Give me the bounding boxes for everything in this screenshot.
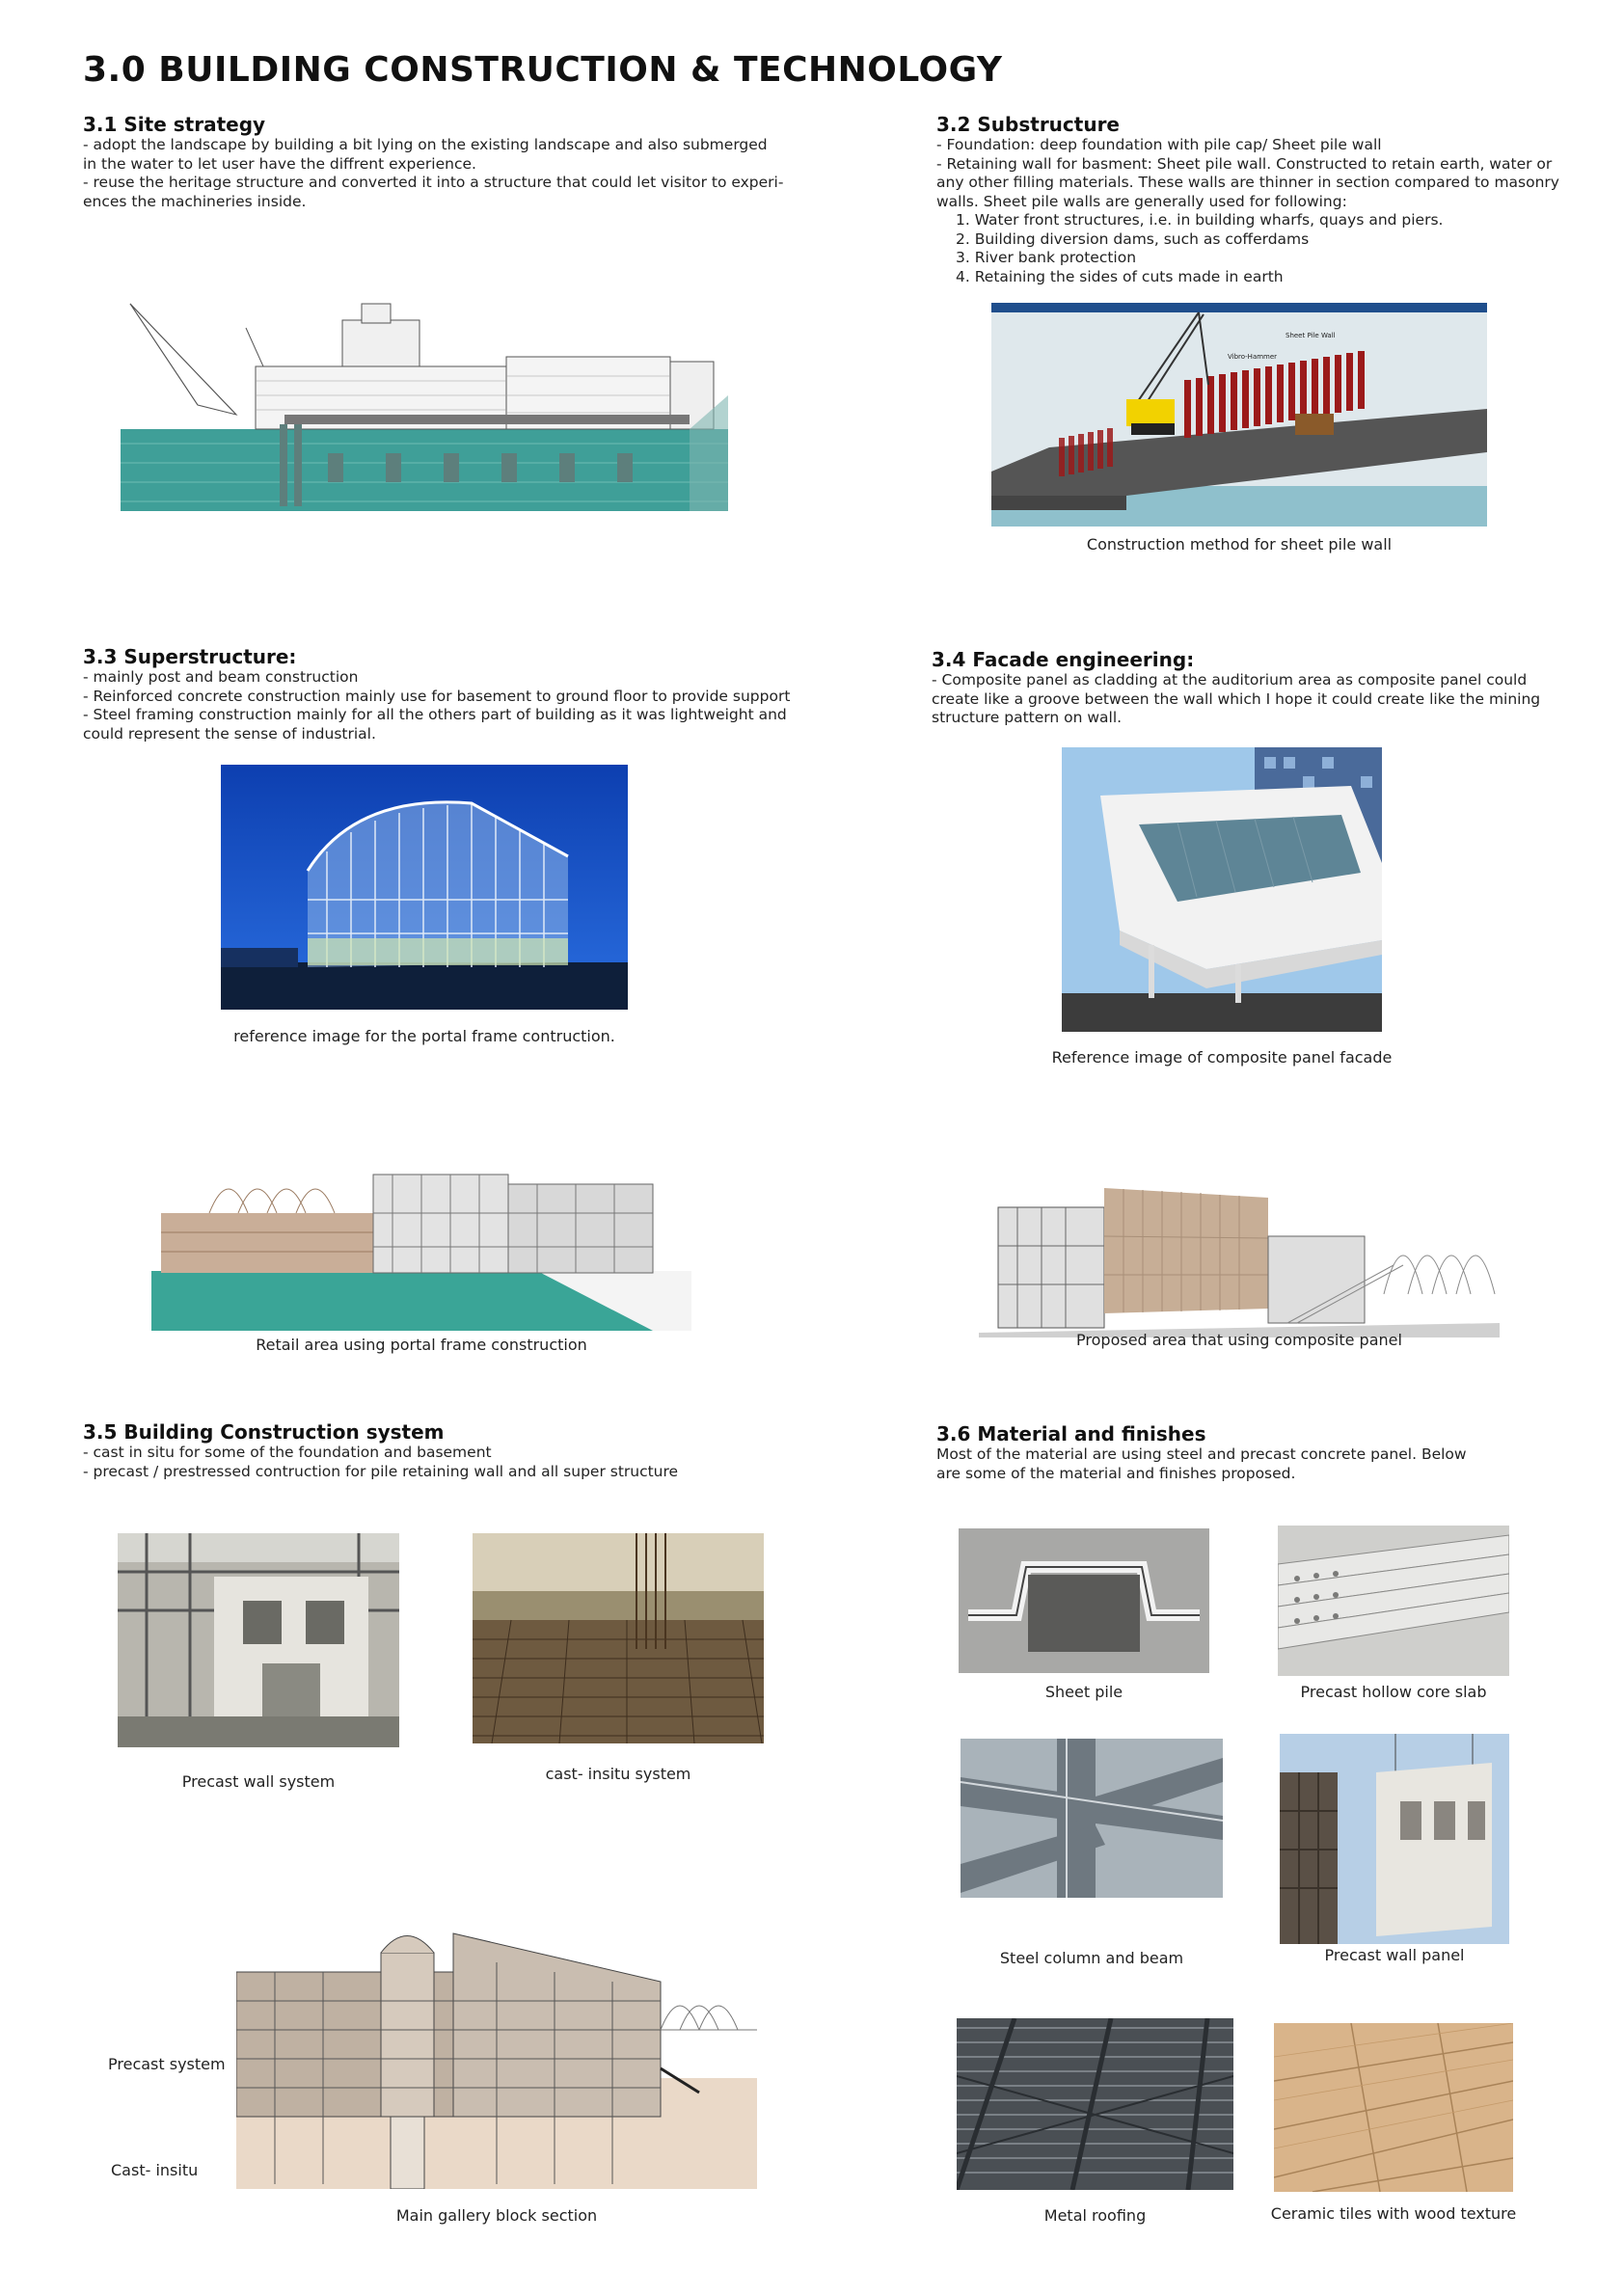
cast-insitu-label: Cast- insitu [111, 2161, 199, 2179]
text-line: - Composite panel as cladding at the auditorium area as composite panel could [932, 671, 1528, 689]
text-line: - Foundation: deep foundation with pile cap/ Sheet pile wall [936, 136, 1382, 153]
main-gallery-section-caption: Main gallery block section [395, 2206, 598, 2225]
section-3-1-text [83, 136, 783, 211]
cast-insitu-caption: cast- insitu system [545, 1765, 691, 1783]
text-line: - cast in situ for some of the foundation and basement [83, 1444, 492, 1461]
list-item: 1. Water front structures, i.e. in building wharfs, quays and piers. [956, 211, 1444, 229]
main-gallery-section-drawing [236, 1924, 757, 2189]
text-line: - mainly post and beam construction [83, 668, 359, 686]
material-caption: Precast wall panel [1324, 1946, 1465, 1964]
page-title: 3.0 BUILDING CONSTRUCTION & TECHNOLOGY [83, 50, 1003, 90]
retail-area-caption: Retail area using portal frame construction [256, 1336, 587, 1354]
retail-area-render [151, 1155, 691, 1331]
section-3-6-text [936, 1445, 1467, 1483]
material-caption: Sheet pile [1044, 1683, 1123, 1701]
section-3-4-heading: 3.4 Facade engineering: [932, 648, 1195, 671]
text-line: - Reinforced concrete construction mainly use for basement to ground floor to provide support [83, 687, 791, 705]
section-3-4-text [932, 671, 1540, 728]
material-wood-tile-photo [1274, 2023, 1513, 2192]
precast-system-label: Precast system [108, 2055, 226, 2073]
list-item: 4. Retaining the sides of cuts made in earth [956, 267, 1284, 285]
material-caption: Steel column and beam [999, 1949, 1184, 1967]
text-line: could represent the sense of industrial. [83, 724, 376, 743]
sheet-pile-caption: Construction method for sheet pile wall [1086, 535, 1393, 554]
diagram-label-vibro-hammer: Vibro-Hammer [1228, 353, 1278, 361]
text-line: in the water to let user have the diffrent experience. [83, 154, 476, 173]
section-3-5-heading: 3.5 Building Construction system [83, 1420, 445, 1444]
precast-wall-caption: Precast wall system [181, 1772, 336, 1791]
diagram-label-sheet-pile-wall: Sheet Pile Wall [1286, 332, 1336, 339]
composite-panel-proposed-render [979, 1178, 1500, 1337]
composite-panel-reference-photo [1062, 747, 1382, 1032]
material-caption: Metal roofing [1043, 2206, 1147, 2225]
section-3-5-text [83, 1444, 678, 1481]
text-line: ences the machineries inside. [83, 192, 307, 210]
sheet-pile-diagram [991, 303, 1487, 527]
precast-wall-photo [118, 1533, 399, 1747]
material-hollow-core-slab-photo [1278, 1526, 1509, 1676]
section-3-1-heading: 3.1 Site strategy [83, 113, 266, 136]
material-caption: Precast hollow core slab [1300, 1683, 1487, 1701]
section-3-2-text [936, 136, 1559, 286]
material-precast-wall-panel-photo [1280, 1734, 1509, 1944]
section-3-3-text [83, 668, 790, 743]
text-line: - Steel framing construction mainly for all the others part of building as it was lightweight and [83, 706, 787, 723]
text-line: create like a groove between the wall which I hope it could create like the mining [932, 689, 1541, 708]
text-line: - Retaining wall for basment: Sheet pile wall. Constructed to retain earth, water or [936, 154, 1553, 173]
list-item: 3. River bank protection [956, 249, 1137, 266]
composite-panel-proposed-caption: Proposed area that using composite panel [1076, 1331, 1402, 1349]
list-item: 2. Building diversion dams, such as cofferdams [956, 230, 1310, 248]
text-line: - precast / prestressed contruction for pile retaining wall and all super structure [83, 1462, 679, 1480]
site-strategy-section-drawing [121, 299, 728, 511]
section-3-2-heading: 3.2 Substructure [936, 113, 1120, 136]
text-line: - reuse the heritage structure and converted it into a structure that could let visitor to experi- [83, 174, 784, 191]
text-line: structure pattern on wall. [932, 709, 1123, 726]
portal-frame-reference-photo [221, 765, 628, 1010]
section-3-3-heading: 3.3 Superstructure: [83, 645, 297, 668]
material-steel-column-photo [961, 1739, 1223, 1898]
material-caption: Ceramic tiles with wood texture [1270, 2204, 1517, 2223]
text-line: - adopt the landscape by building a bit lying on the existing landscape and also submerged [83, 136, 768, 153]
material-metal-roofing-photo [957, 2018, 1233, 2190]
material-sheet-pile-photo [959, 1528, 1209, 1673]
section-3-6-heading: 3.6 Material and finishes [936, 1422, 1206, 1445]
text-line: any other filling materials. These walls are thinner in section compared to masonry [936, 174, 1559, 191]
text-line: are some of the material and finishes proposed. [936, 1464, 1296, 1482]
text-line: walls. Sheet pile walls are generally used for following: [936, 192, 1347, 210]
text-line: Most of the material are using steel and precast concrete panel. Below [936, 1445, 1467, 1463]
portal-frame-reference-caption: reference image for the portal frame contruction. [233, 1027, 615, 1045]
cast-insitu-photo [473, 1533, 764, 1743]
composite-panel-reference-caption: Reference image of composite panel facade [1051, 1048, 1393, 1067]
